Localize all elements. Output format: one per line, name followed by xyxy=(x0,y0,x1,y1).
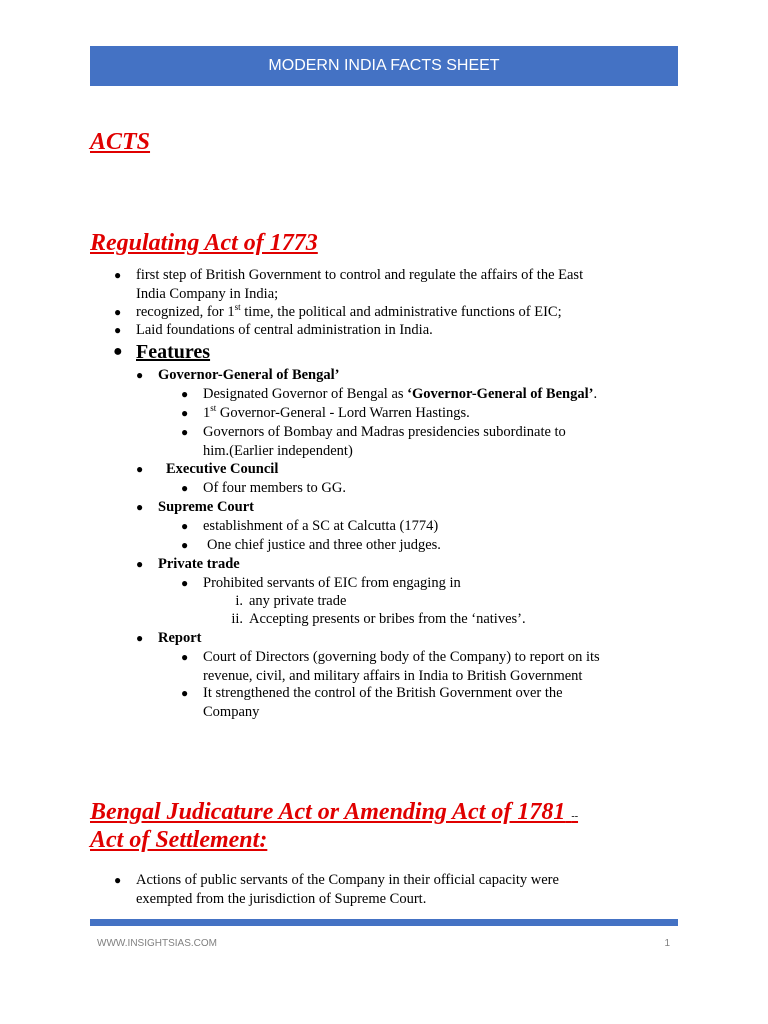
bullet-icon: ● xyxy=(181,519,189,533)
bullet-icon: ● xyxy=(114,268,122,282)
list-item: ● Of four members to GG. xyxy=(181,480,346,496)
list-item: ● Court of Directors (governing body of the Company) to report on its revenue, civil, and military affairs in India to British Government xyxy=(181,649,600,684)
bullet-icon: ● xyxy=(181,538,189,552)
bullet-icon: ● xyxy=(136,631,144,645)
subheading-report: ● Report xyxy=(136,630,202,646)
subheading-supreme-court: ● Supreme Court xyxy=(136,499,254,515)
list-item: ● Laid foundations of central administration in India. xyxy=(114,322,433,338)
header-banner xyxy=(90,46,678,86)
list-item: i. any private trade xyxy=(235,593,347,609)
subheading-private-trade: ● Private trade xyxy=(136,556,240,572)
list-item: ● first step of British Government to control and regulate the affairs of the East India Company in India; xyxy=(114,267,584,302)
bullet-icon: ● xyxy=(136,462,144,476)
list-item: ● recognized, for 1st time, the political and administrative functions of EIC; xyxy=(114,302,562,320)
footer-divider xyxy=(90,919,678,926)
list-item: ● It strengthened the control of the British Government over the Company xyxy=(181,685,563,720)
list-item: ● Actions of public servants of the Company in their official capacity were exempted from the jurisdiction of Supreme Court. xyxy=(114,872,559,907)
list-item: ● Designated Governor of Bengal as ‘Governor-General of Bengal’. xyxy=(181,386,598,402)
bullet-icon: ● xyxy=(181,650,189,664)
bullet-icon: ● xyxy=(181,481,189,495)
bullet-icon: ● xyxy=(181,576,189,590)
features-heading: Features xyxy=(136,341,211,363)
bullet-icon: ● xyxy=(114,873,122,887)
bullet-icon: ● xyxy=(136,368,144,382)
section-heading-bengal-judicature-act: Bengal Judicature Act or Amending Act of 1781 -- xyxy=(90,799,579,825)
section-heading-acts: ACTS xyxy=(90,129,151,155)
list-item: ● Prohibited servants of EIC from engaging in xyxy=(181,575,461,591)
footer-website: WWW.INSIGHTSIAS.COM xyxy=(97,938,217,949)
subheading-governor-general: ● Governor-General of Bengal’ xyxy=(136,367,340,383)
section-heading-act-of-settlement: Act of Settlement: xyxy=(90,827,268,853)
list-item: ii. Accepting presents or bribes from the ‘natives’. xyxy=(231,611,526,627)
bullet-icon: ● xyxy=(181,425,189,439)
bullet-icon: ● xyxy=(114,305,122,319)
list-item: ● establishment of a SC at Calcutta (1774) xyxy=(181,518,439,534)
list-item: ● Governors of Bombay and Madras presidencies subordinate to him.(Earlier independent) xyxy=(181,424,566,459)
bullet-icon: ● xyxy=(181,387,189,401)
page-number: 1 xyxy=(664,938,670,949)
list-item: ● One chief justice and three other judges. xyxy=(181,537,441,553)
bullet-icon: ● xyxy=(114,323,122,337)
document-title: MODERN INDIA FACTS SHEET xyxy=(268,57,500,74)
subheading-executive-council: ● Executive Council xyxy=(136,461,279,477)
bullet-icon: ● xyxy=(113,343,123,360)
list-item: ● 1st Governor-General - Lord Warren Hastings. xyxy=(181,403,470,421)
section-heading-regulating-act: Regulating Act of 1773 xyxy=(90,230,318,256)
bullet-icon: ● xyxy=(181,686,189,700)
heading-suffix: -- xyxy=(571,811,579,822)
bullet-icon: ● xyxy=(136,557,144,571)
bullet-icon: ● xyxy=(136,500,144,514)
bullet-icon: ● xyxy=(181,406,189,420)
